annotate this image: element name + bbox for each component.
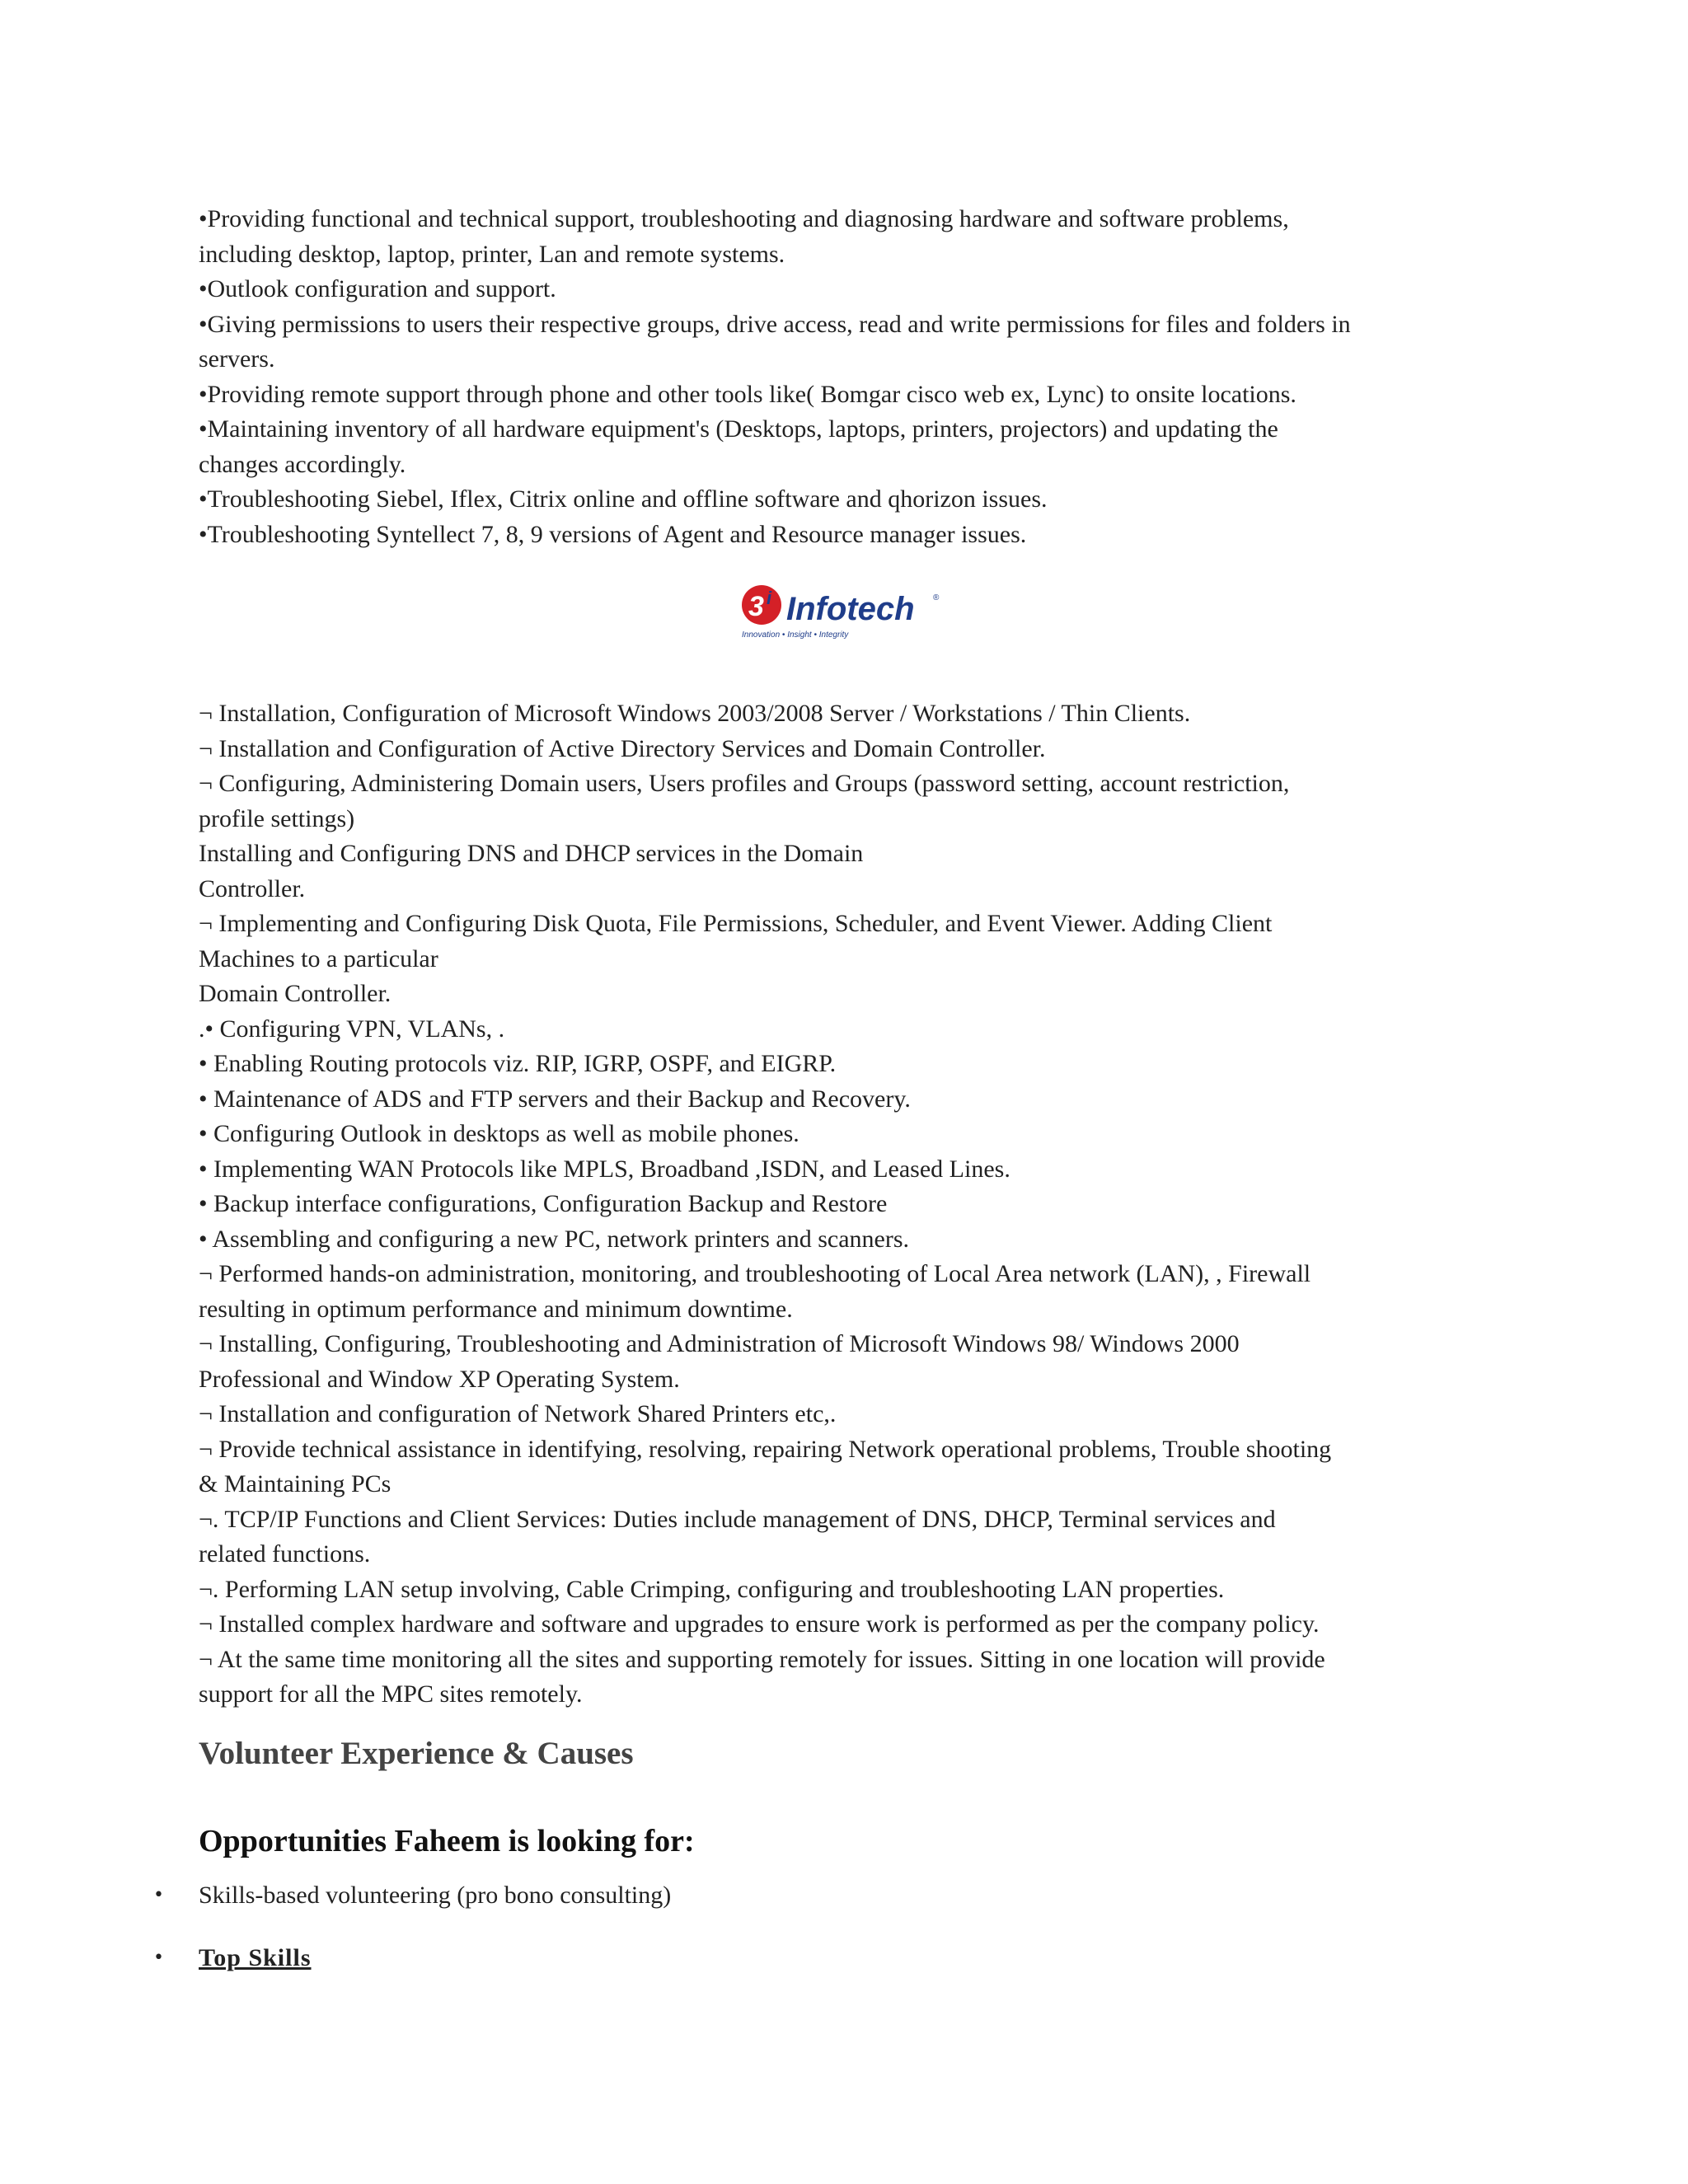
duty-line: ¬ Installation and Configuration of Active Directory Services and Domain Controller.: [199, 734, 1046, 762]
duty-line: profile settings): [199, 804, 355, 832]
duty-line: ¬ Installed complex hardware and software and upgrades to ensure work is performed as per the company policy.: [199, 1610, 1320, 1638]
duty-line: Professional and Window XP Operating System.: [199, 1365, 680, 1393]
infotech-logo-graphic: [738, 577, 950, 644]
duty-line: related functions.: [199, 1540, 371, 1568]
duty-line: ¬. Performing LAN setup involving, Cable Crimping, configuring and troubleshooting LAN properties.: [199, 1575, 1225, 1603]
volunteer-heading: Volunteer Experience & Causes: [199, 1736, 634, 1771]
duty-line: ¬ Performed hands-on administration, monitoring, and troubleshooting of Local Area network (LAN), , Firewall: [199, 1260, 1311, 1287]
duty-line: ¬ Implementing and Configuring Disk Quota, File Permissions, Scheduler, and Event Viewer. Adding Client: [199, 910, 1273, 937]
duty-line: ¬. TCP/IP Functions and Client Services: Duties include management of DNS, DHCP, Terminal services and: [199, 1505, 1276, 1533]
duty-line: ¬ Provide technical assistance in identifying, resolving, repairing Network operational problems, Trouble shooting: [199, 1435, 1332, 1463]
duty-line: •Troubleshooting Siebel, Iflex, Citrix online and offline software and qhorizon issues.: [199, 485, 1048, 513]
duty-line: • Backup interface configurations, Configuration Backup and Restore: [199, 1190, 888, 1217]
duty-line: ¬ Installing, Configuring, Troubleshooting and Administration of Microsoft Windows 98/ Windows 2000: [199, 1330, 1240, 1357]
duty-line: ¬ Installation and configuration of Network Shared Printers etc,.: [199, 1400, 837, 1427]
infotech-duties-list: [199, 696, 1493, 1713]
bullet-icon: •: [153, 1885, 164, 1905]
duty-line: including desktop, laptop, printer, Lan and remote systems.: [199, 240, 785, 268]
duty-line: Machines to a particular: [199, 944, 438, 972]
duty-line: Controller.: [199, 874, 306, 902]
job-duties-list: [199, 202, 1493, 552]
duty-line: .• Configuring VPN, VLANs, .: [199, 1015, 505, 1043]
top-skills-link[interactable]: Top Skills: [199, 1944, 312, 1971]
duty-line: Domain Controller.: [199, 980, 392, 1007]
duty-line: Installing and Configuring DNS and DHCP services in the Domain: [199, 840, 864, 867]
svg-text:Innovation • Insight • Integri: Innovation • Insight • Integrity: [742, 630, 849, 640]
duty-line: • Enabling Routing protocols viz. RIP, IGRP, OSPF, and EIGRP.: [199, 1050, 837, 1077]
svg-text:®: ®: [933, 593, 940, 602]
duty-line: ¬ Configuring, Administering Domain users, Users profiles and Groups (password setting, account restriction,: [199, 770, 1290, 797]
duty-line: •Outlook configuration and support.: [199, 275, 556, 302]
duty-line: •Providing functional and technical support, troubleshooting and diagnosing hardware and software problems,: [199, 205, 1289, 232]
duty-line: resulting in optimum performance and minimum downtime.: [199, 1295, 793, 1323]
duty-line: changes accordingly.: [199, 450, 406, 478]
svg-text:i: i: [767, 588, 772, 608]
duty-line: • Assembling and configuring a new PC, network printers and scanners.: [199, 1225, 910, 1253]
duty-line: ¬ At the same time monitoring all the sites and supporting remotely for issues. Sitting in one location will provide: [199, 1645, 1325, 1673]
bullet-icon: •: [153, 1947, 164, 1968]
duty-line: servers.: [199, 345, 275, 373]
svg-text:Infotech: Infotech: [786, 591, 915, 627]
duty-line: •Giving permissions to users their respective groups, drive access, read and write permissions for files and folders in: [199, 310, 1351, 338]
duty-line: • Implementing WAN Protocols like MPLS, Broadband ,ISDN, and Leased Lines.: [199, 1155, 1010, 1183]
duty-line: • Maintenance of ADS and FTP servers and their Backup and Recovery.: [199, 1085, 911, 1113]
duty-line: •Maintaining inventory of all hardware equipment's (Desktops, laptops, printers, projectors) and updating the: [199, 415, 1278, 443]
duty-line: & Maintaining PCs: [199, 1470, 392, 1497]
volunteering-type-label: Skills-based volunteering (pro bono consulting): [199, 1882, 672, 1909]
duty-line: •Troubleshooting Syntellect 7, 8, 9 versions of Agent and Resource manager issues.: [199, 520, 1027, 548]
duty-line: ¬ Installation, Configuration of Microsoft Windows 2003/2008 Server / Workstations / Thin Clients.: [199, 700, 1191, 727]
duty-line: • Configuring Outlook in desktops as well as mobile phones.: [199, 1120, 799, 1147]
duty-line: •Providing remote support through phone and other tools like( Bomgar cisco web ex, Lync) to onsite locations.: [199, 380, 1296, 408]
opportunities-heading: Opportunities Faheem is looking for:: [199, 1824, 695, 1858]
svg-text:3: 3: [748, 591, 764, 622]
duty-line: support for all the MPC sites remotely.: [199, 1680, 583, 1708]
company-logo: [738, 577, 950, 644]
